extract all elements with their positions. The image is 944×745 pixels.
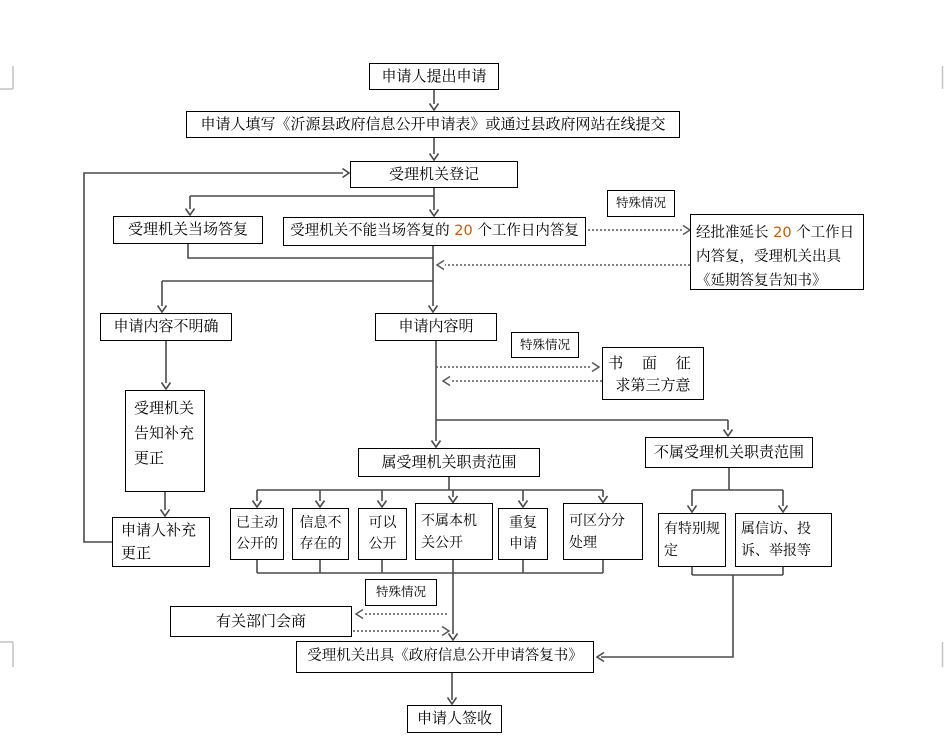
node-issue-reply <box>296 641 594 673</box>
node-info-not-exist-label: 信息不存在的 <box>299 515 342 552</box>
node-third-party-line1: 书 面 征 <box>608 353 698 372</box>
node-deferred-reply-suffix: 个工作日内答复 <box>472 222 579 239</box>
node-petition-complaint-label: 属信访、投诉、举报等 <box>741 521 811 559</box>
node-start-label: 申请人提出申请 <box>381 66 487 85</box>
node-issue-reply-label: 受理机关出具《政府信息公开申请答复书》 <box>307 648 583 665</box>
node-register <box>350 161 518 188</box>
node-deferred-reply-days: 20 <box>454 222 473 239</box>
node-content-unclear <box>100 313 232 341</box>
node-info-not-exist <box>292 508 349 560</box>
node-dept-consultation <box>170 606 352 637</box>
node-not-within-scope <box>645 437 813 468</box>
node-can-disclose-label: 可以公开 <box>368 515 397 552</box>
node-already-public-label: 已主动公开的 <box>236 515 278 552</box>
node-separable-handling-label: 可区分分处理 <box>569 512 625 551</box>
node-special-case-bottom <box>365 579 437 606</box>
node-deferred-reply-prefix: 受理机关不能当场答复的 <box>290 222 455 239</box>
node-extended-reply <box>690 214 864 290</box>
node-content-clear <box>375 313 497 341</box>
node-special-provisions-label: 有特别规定 <box>664 521 720 559</box>
node-sign-receipt <box>407 705 502 733</box>
node-extended-reply-days: 20 <box>773 225 792 241</box>
node-content-clear-label: 申请内容明 <box>398 317 474 336</box>
node-extended-reply-prefix: 经批准延长 <box>696 225 774 241</box>
node-fill-form <box>186 111 680 138</box>
page-margin-marks <box>0 66 943 667</box>
node-special-case-middle-label: 特殊情况 <box>519 336 570 352</box>
node-notify-supplement-label: 受理机关告知补充更正 <box>134 399 195 467</box>
node-fill-form-label: 申请人填写《沂源县政府信息公开申请表》或通过县政府网站在线提交 <box>200 114 666 133</box>
node-already-public <box>230 508 284 560</box>
node-special-provisions <box>658 513 726 567</box>
node-applicant-supplement-label: 申请人补充更正 <box>121 521 197 562</box>
node-onspot-reply-label: 受理机关当场答复 <box>127 220 248 239</box>
node-not-within-scope-label: 不属受理机关职责范围 <box>653 442 804 461</box>
node-start <box>369 63 499 90</box>
node-register-label: 受理机关登记 <box>388 164 479 183</box>
node-within-scope <box>358 448 540 477</box>
node-extended-reply-suffix: 个工作日内答复，受理机关出具《延期答复告知书》 <box>696 225 855 289</box>
node-can-disclose <box>358 508 407 560</box>
node-within-scope-label: 属受理机关职责范围 <box>381 452 517 471</box>
node-not-this-agency <box>415 503 493 560</box>
node-dept-consultation-label: 有关部门会商 <box>215 611 306 630</box>
node-petition-complaint <box>735 513 832 567</box>
node-not-this-agency-label: 不属本机关公开 <box>421 512 477 551</box>
node-onspot-reply <box>113 216 263 244</box>
node-repeat-request-label: 重复申请 <box>509 515 537 552</box>
node-notify-supplement <box>125 390 205 492</box>
node-special-case-top-label: 特殊情况 <box>615 195 666 211</box>
node-special-case-bottom-label: 特殊情况 <box>375 584 426 600</box>
node-third-party <box>602 347 704 400</box>
node-special-case-middle <box>511 332 579 358</box>
node-separable-handling <box>563 503 643 560</box>
node-deferred-reply <box>283 217 586 246</box>
dotted-arrowheads <box>356 226 690 636</box>
node-sign-receipt-label: 申请人签收 <box>416 709 492 728</box>
node-special-case-top <box>607 190 675 217</box>
node-applicant-supplement <box>112 517 210 567</box>
node-repeat-request <box>498 508 548 560</box>
node-content-unclear-label: 申请内容不明确 <box>113 317 219 336</box>
node-third-party-line2: 求第三方意 <box>615 375 691 394</box>
